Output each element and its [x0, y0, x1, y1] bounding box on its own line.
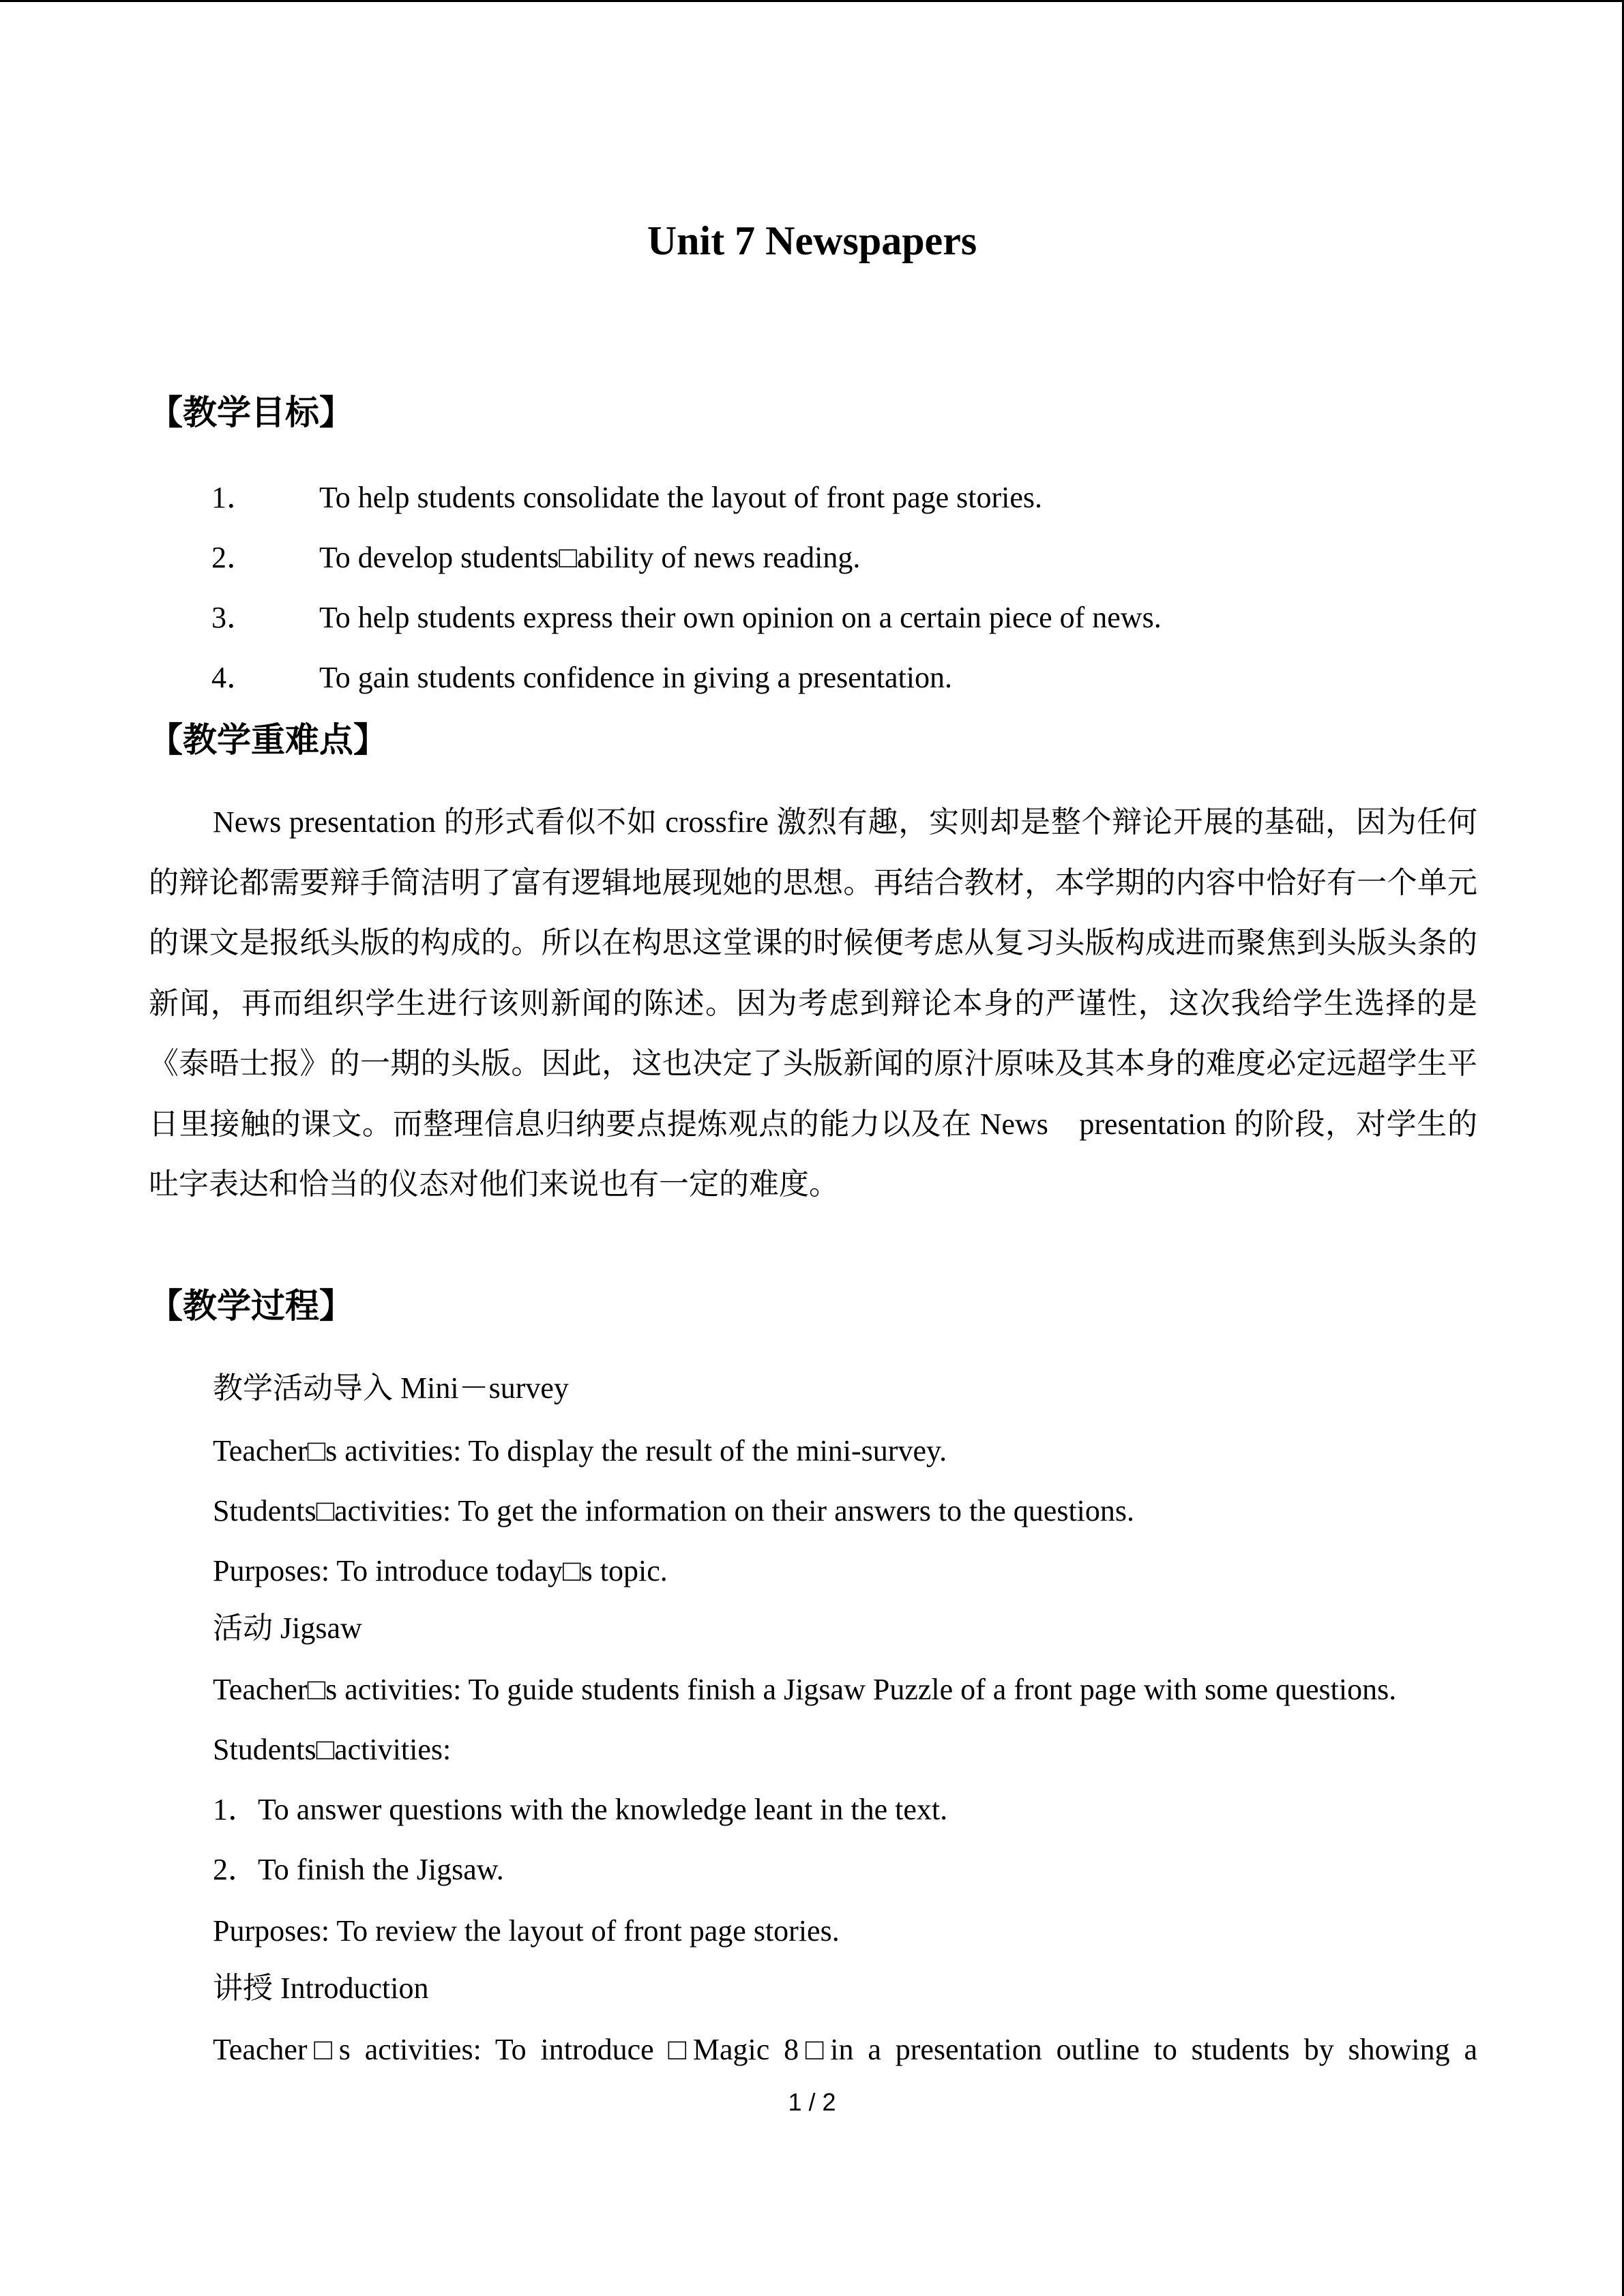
- document-title: Unit 7 Newspapers: [647, 218, 977, 263]
- process-line: Teacher□s activities: To introduce □Magic 8□in a presentation outline to students by showing a: [213, 2033, 1477, 2066]
- process-line: 讲授 Introduction: [213, 1971, 429, 2005]
- objective-text: To gain students confidence in giving a presentation.: [319, 661, 953, 694]
- objective-text: To develop students□ability of news reading.: [319, 541, 861, 574]
- page-top-border: [0, 0, 1624, 2]
- process-line: Purposes: To review the layout of front page stories.: [213, 1914, 840, 1948]
- process-line: Students□activities: To get the information on their answers to the questions.: [213, 1494, 1135, 1527]
- objective-text: To help students express their own opinion on a certain piece of news.: [319, 601, 1162, 634]
- objective-number: 2．: [211, 541, 256, 574]
- key-points-paragraph: News presentation 的形式看似不如 crossfire 激烈有趣，实则却是整个辩论开展的基础，因为任何的辩论都需要辩手简洁明了富有逻辑地展现她的思想。再结合教材，本学期的内容中恰好有一个单元的课文是报纸头版的构成的。所以在构思这堂课的时候便考虑从复习头版构成进而聚焦到头版头条的新闻，再而组织学生进行该则新闻的陈述。因为考虑到辩论本身的严谨性，这次我给学生选择的是《泰晤士报》的一期的头版。因此，这也决定了头版新闻的原汁原味及其本身的难度必定远超学生平日里接触的课文。而整理信息归纳要点提炼观点的能力以及在 News presentation 的阶段，对学生的吐字表达和恰当的仪态对他们来说也有一定的难度。: [149, 805, 1477, 1201]
- process-line: Teacher□s activities: To guide students finish a Jigsaw Puzzle of a front page with some questions.: [213, 1673, 1397, 1706]
- process-line: 教学活动导入 Mini－survey: [213, 1371, 569, 1405]
- process-line: 活动 Jigsaw: [213, 1611, 362, 1645]
- objective-text: To help students consolidate the layout of front page stories.: [319, 481, 1043, 514]
- objective-number: 4．: [211, 661, 256, 694]
- heading-objectives: 【教学目标】: [149, 393, 353, 432]
- objective-number: 1．: [211, 481, 256, 514]
- objective-item: [211, 477, 1042, 518]
- objective-item: [211, 597, 1162, 638]
- process-line: Students□activities:: [213, 1733, 452, 1766]
- objective-number: 3．: [211, 601, 256, 634]
- process-line: 2．To finish the Jigsaw.: [213, 1853, 504, 1886]
- heading-process: 【教学过程】: [149, 1286, 353, 1326]
- process-line: Teacher□s activities: To display the result of the mini-survey.: [213, 1434, 947, 1467]
- heading-key-points: 【教学重难点】: [149, 720, 387, 760]
- process-line: Purposes: To introduce today□s topic.: [213, 1554, 668, 1587]
- objective-item: [211, 537, 860, 578]
- process-line: 1．To answer questions with the knowledge leant in the text.: [213, 1793, 948, 1826]
- objective-item: [211, 657, 952, 698]
- page-number: 1 / 2: [788, 2088, 836, 2116]
